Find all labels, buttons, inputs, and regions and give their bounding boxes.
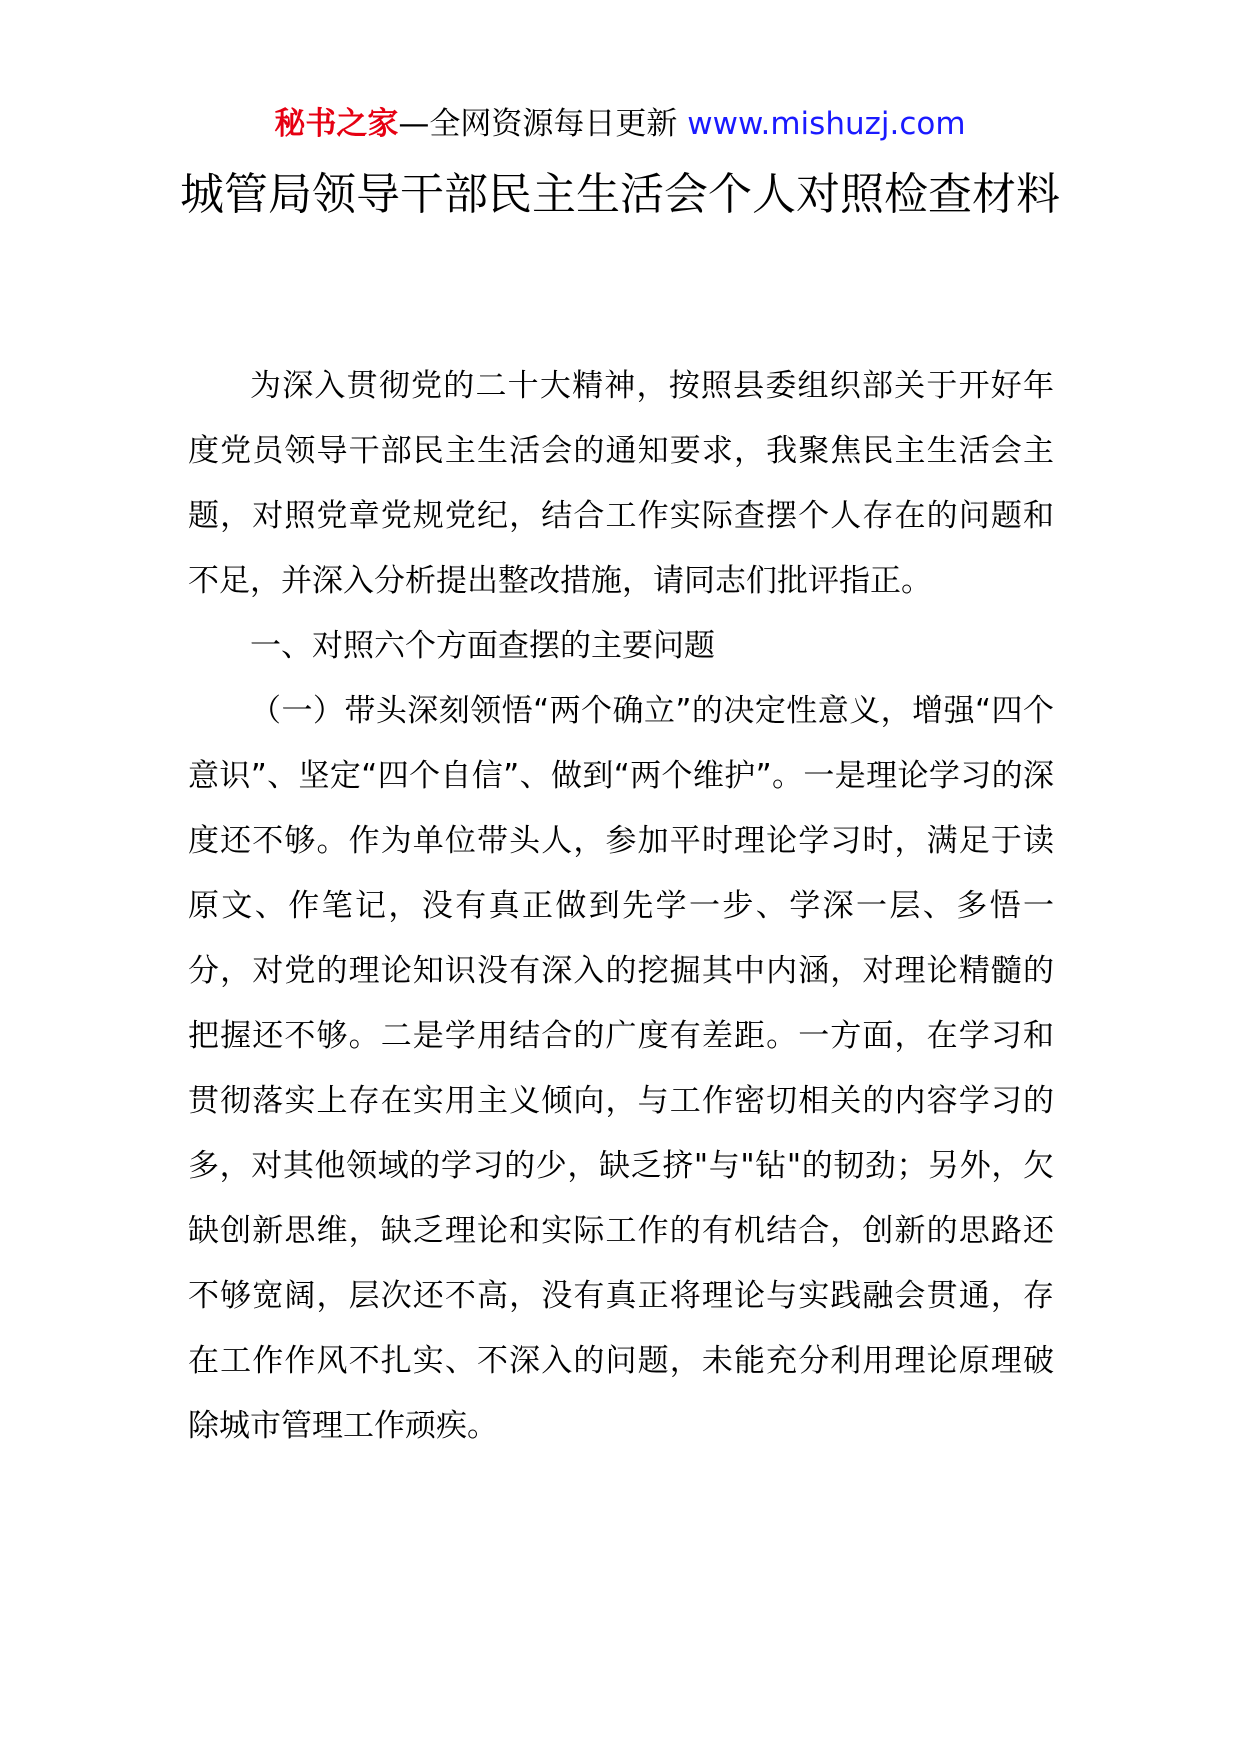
intro-paragraph: 为深入贯彻党的二十大精神，按照县委组织部关于开好年度党员领导干部民主生活会的通知要求，我聚焦民主生活会主题，对照党章党规党纪，结合工作实际查摆个人存在的问题和不足，并深入分析提出整改措施，请同志们批评指正。 xyxy=(188,368,1054,599)
brand-name: 秘书之家 xyxy=(274,106,399,142)
section-heading: 一、对照六个方面查摆的主要问题 xyxy=(250,628,715,664)
subsection-paragraph: （一）带头深刻领悟“两个确立”的决定性意义，增强“四个意识”、坚定“四个自信”、做到“两个维护”。一是理论学习的深度还不够。作为单位带头人，参加平时理论学习时，满足于读原文、作笔记，没有真正做到先学一步、学深一层、多悟一分，对党的理论知识没有深入的挖掘其中内涵，对理论精髓的把握还不够。二是学用结合的广度有差距。一方面，在学习和贯彻落实上存在实用主义倾向，与工作密切相关的内容学习的多，对其他领域的学习的少，缺乏挤"与"钻"的韧劲；另外，欠缺创新思维，缺乏理论和实际工作的有机结合，创新的思路还不够宽阔，层次还不高，没有真正将理论与实践融会贯通，存在工作作风不扎实、不深入的问题，未能充分利用理论原理破除城市管理工作顽疾。 xyxy=(188,693,1054,1444)
header-slogan: —全网资源每日更新 xyxy=(398,106,678,142)
document-body xyxy=(188,354,1054,1459)
site-header xyxy=(0,100,1240,148)
site-url-link[interactable]: www.mishuzj.com xyxy=(687,106,966,142)
document-title: 城管局领导干部民主生活会个人对照检查材料 xyxy=(180,169,1060,220)
